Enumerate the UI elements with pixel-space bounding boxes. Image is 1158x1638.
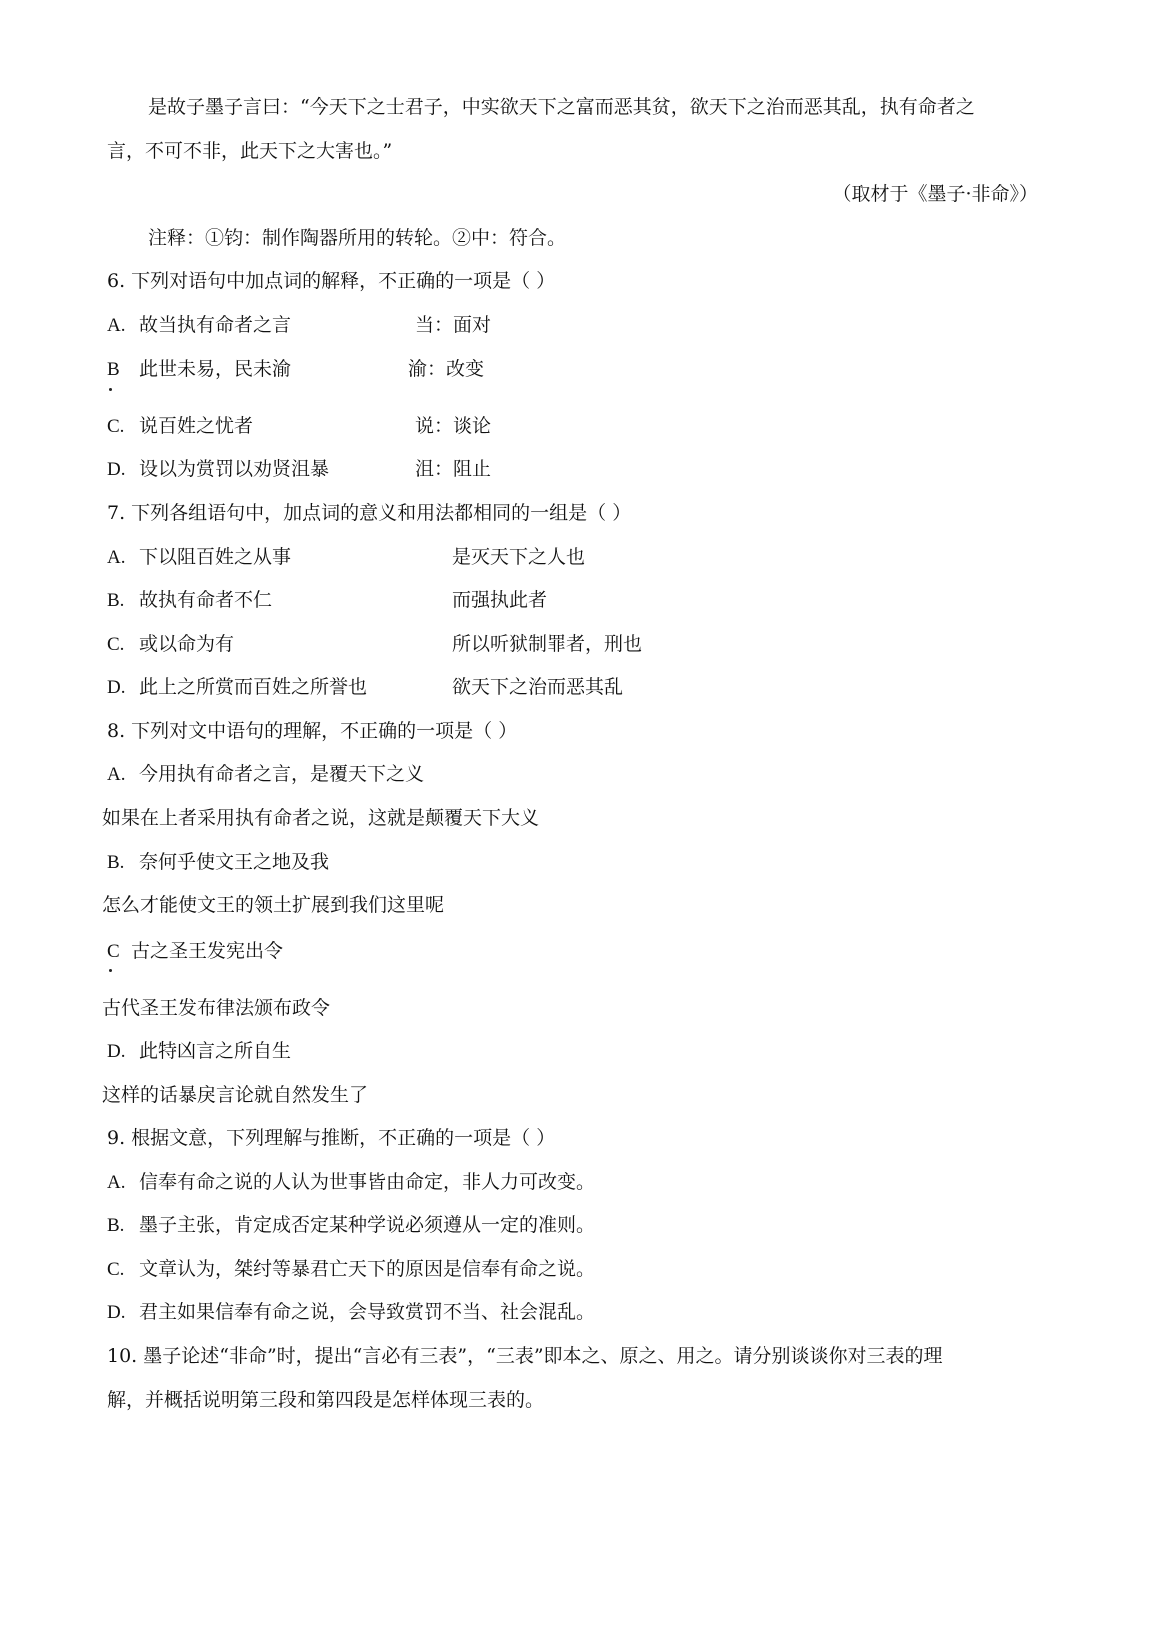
option-text: 文章认为，桀纣等暴君亡天下的原因是信奉有命之说。 <box>139 1258 596 1280</box>
q10-stem-line-1: 10. 墨子论述“非命”时，提出“言必有三表”，“三表”即本之、原之、用之。请分别谈谈你对三表的理 <box>107 1345 943 1367</box>
q7-option-a[interactable] <box>107 544 291 571</box>
q7-option-b-pair: 而强执此者 <box>452 589 548 611</box>
q7-stem: 7. 下列各组语句中，加点词的意义和用法都相同的一组是（ ） <box>107 502 632 524</box>
option-text: 下以阻百姓之从事 <box>139 546 292 568</box>
q7-option-c[interactable] <box>107 631 234 658</box>
q6-option-b-gloss: 渝：改变 <box>408 358 485 380</box>
q6-option-a[interactable] <box>107 312 291 339</box>
option-label: A. <box>107 764 126 785</box>
label-dot-mark <box>109 969 112 972</box>
option-label: D. <box>107 459 126 480</box>
q9-option-a[interactable] <box>107 1169 595 1196</box>
q8-option-b-translation: 怎么才能使文王的领土扩展到我们这里呢 <box>102 894 445 916</box>
q7-option-a-pair: 是灭天下之人也 <box>452 546 586 568</box>
option-text: 今用执有命者之言，是覆天下之义 <box>139 763 425 785</box>
option-text: 君主如果信奉有命之说，会导致赏罚不当、社会混乱。 <box>139 1301 596 1323</box>
q9-stem: 9. 根据文意，下列理解与推断，不正确的一项是（ ） <box>107 1127 556 1149</box>
q6-option-a-gloss: 当：面对 <box>415 314 492 336</box>
q9-option-b[interactable] <box>107 1212 595 1239</box>
option-text: 说百姓之忧者 <box>139 415 254 437</box>
q7-option-b[interactable] <box>107 587 272 614</box>
option-label: D. <box>107 1041 126 1062</box>
option-text: 设以为赏罚以劝贤沮暴 <box>139 458 330 480</box>
q8-stem: 8. 下列对文中语句的理解，不正确的一项是（ ） <box>107 720 518 742</box>
q9-option-d[interactable] <box>107 1299 595 1326</box>
option-label: C. <box>107 634 125 655</box>
q8-option-d[interactable] <box>107 1038 291 1065</box>
option-text: 故当执有命者之言 <box>139 314 292 336</box>
option-label: C. <box>107 416 125 437</box>
q6-option-b[interactable] <box>107 356 291 383</box>
q8-option-c[interactable] <box>107 938 283 965</box>
q6-option-c-gloss: 说：谈论 <box>415 415 492 437</box>
q9-option-c[interactable] <box>107 1256 595 1283</box>
q6-stem: 6. 下列对语句中加点词的解释，不正确的一项是（ ） <box>107 270 556 292</box>
q8-option-a[interactable] <box>107 761 424 788</box>
q6-option-d[interactable] <box>107 456 329 483</box>
option-text: 故执有命者不仁 <box>139 589 273 611</box>
q8-option-d-translation: 这样的话暴戾言论就自然发生了 <box>102 1084 369 1106</box>
label-dot-mark <box>109 388 112 391</box>
option-label: C <box>107 941 120 962</box>
option-text: 此上之所赏而百姓之所誉也 <box>139 676 368 698</box>
option-text: 此世未易，民未渝 <box>139 358 292 380</box>
option-text: 古之圣王发宪出令 <box>131 940 284 962</box>
q8-option-a-translation: 如果在上者采用执有命者之说，这就是颠覆天下大义 <box>102 807 540 829</box>
option-label: A. <box>107 547 126 568</box>
option-text: 奈何乎使文王之地及我 <box>139 851 330 873</box>
option-text: 此特凶言之所自生 <box>139 1040 292 1062</box>
q7-option-d[interactable] <box>107 674 367 701</box>
option-label: D. <box>107 677 126 698</box>
q8-option-c-translation: 古代圣王发布律法颁布政令 <box>102 997 331 1019</box>
passage-line-1: 是故子墨子言曰：“今天下之士君子，中实欲天下之富而恶其贫，欲天下之治而恶其乱，执有命者之 <box>148 96 975 118</box>
option-text: 墨子主张，肯定成否定某种学说必须遵从一定的准则。 <box>139 1214 596 1236</box>
option-label: B. <box>107 1215 125 1236</box>
option-label: A. <box>107 1172 126 1193</box>
q6-option-c[interactable] <box>107 413 253 440</box>
q7-option-d-pair: 欲天下之治而恶其乱 <box>452 676 624 698</box>
option-label: B. <box>107 590 125 611</box>
option-label: C. <box>107 1259 125 1280</box>
q6-option-d-gloss: 沮：阻止 <box>415 458 492 480</box>
option-text: 或以命为有 <box>139 633 235 655</box>
option-label: A. <box>107 315 126 336</box>
option-label: B. <box>107 852 125 873</box>
q10-stem-line-2: 解，并概括说明第三段和第四段是怎样体现三表的。 <box>107 1389 545 1411</box>
q8-option-b[interactable] <box>107 849 329 876</box>
passage-line-2: 言，不可不非，此天下之大害也。” <box>107 140 393 162</box>
q7-option-c-pair: 所以听狱制罪者，刑也 <box>452 633 643 655</box>
option-label: D. <box>107 1302 126 1323</box>
option-text: 信奉有命之说的人认为世事皆由命定，非人力可改变。 <box>139 1171 596 1193</box>
option-label: B <box>107 359 120 380</box>
passage-source: （取材于《墨子·非命》） <box>832 183 1038 205</box>
passage-note: 注释：①钧：制作陶器所用的转轮。②中：符合。 <box>148 227 567 249</box>
